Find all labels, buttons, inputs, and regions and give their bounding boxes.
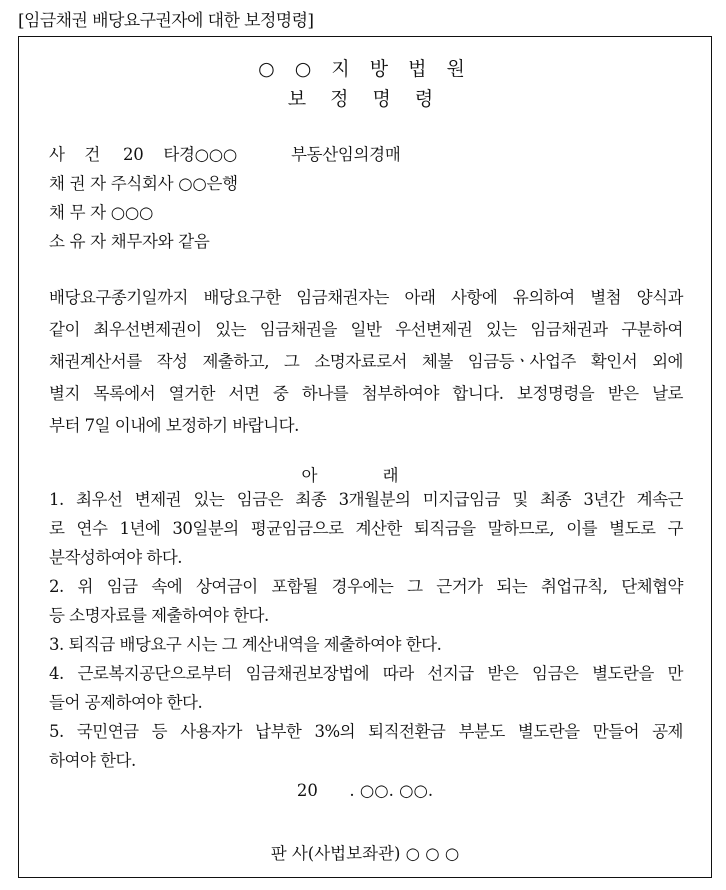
paragraph-line: 별지 목록에서 열거한 서면 중 하나를 첨부하여야 합니다. 보정명령을 받은 날로: [49, 384, 683, 403]
owner-value: 채무자와 같음: [110, 232, 210, 251]
judge-signature-line: 판 사(사법보좌관) ○ ○ ○: [270, 844, 460, 863]
item-line: 4. 근로복지공단으로부터 임금채권보장법에 따라 선지급 받은 임금은 별도란을 만: [49, 664, 683, 683]
creditor-row: [49, 170, 238, 194]
item-line: 1. 최우선 변제권 있는 임금은 최종 3개월분의 미지급임금 및 최종 3년간 계속근: [49, 490, 683, 509]
paragraph-line: 부터 7일 이내에 보정하기 바랍니다.: [49, 416, 299, 435]
item-line: 들어 공제하여야 한다.: [49, 693, 203, 712]
item-line: 로 연수 1년에 30일분의 평균임금으로 계산한 퇴직금을 말하므로, 이를 별도로 구: [49, 519, 683, 538]
owner-label: 소 유 자: [49, 232, 106, 251]
item-line: 2. 위 임금 속에 상여금이 포함될 경우에는 그 근거가 되는 취업규칙, 단체협약: [49, 577, 683, 596]
item-line: 하여야 한다.: [49, 751, 136, 770]
item-line: 3. 퇴직금 배당요구 시는 그 계산내역을 제출하여야 한다.: [49, 635, 442, 654]
creditor-label: 채 권 자: [49, 174, 106, 193]
debtor-label: 채 무 자: [49, 203, 106, 222]
item-line: 분작성하여야 하다.: [49, 548, 183, 567]
paragraph-line: 채권계산서를 작성 제출하고, 그 소명자료로서 체불 임금등ㆍ사업주 확인서 외에: [49, 352, 683, 371]
item-line: 등 소명자료를 제출하여야 한다.: [49, 606, 269, 625]
case-label: 사 건: [49, 145, 101, 164]
notice-heading: 아 래: [301, 466, 429, 485]
item-line: 5. 국민연금 등 사용자가 납부한 3%의 퇴직전환금 부분도 별도란을 만들어 공제: [49, 722, 683, 741]
paragraph-line: 같이 최우선변제권이 있는 임금채권을 일반 우선변제권 있는 임금채권과 구분하여: [49, 320, 683, 339]
owner-row: [49, 228, 210, 252]
debtor-row: [49, 199, 153, 223]
instruction-paragraph: [49, 282, 683, 442]
court-name: ○ ○ 지 방 법 원: [258, 58, 472, 80]
debtor-value: ○○○: [110, 203, 154, 222]
order-frame: [18, 36, 712, 878]
document-heading: [임금채권 배당요구권자에 대한 보정명령]: [18, 11, 314, 31]
paragraph-line: 배당요구종기일까지 배당요구한 임금채권자는 아래 사항에 유의하여 별첨 양식과: [49, 288, 683, 307]
case-type: 부동산임의경매: [290, 145, 401, 164]
document-title: 보 정 명 령: [287, 88, 443, 110]
order-date: 20 . ○○. ○○.: [296, 781, 434, 800]
case-number: 타경○○○: [163, 145, 237, 164]
case-row: [49, 141, 400, 165]
case-year: 20: [123, 145, 144, 164]
notice-items: [49, 485, 683, 775]
creditor-value: 주식회사 ○○은행: [110, 174, 238, 193]
